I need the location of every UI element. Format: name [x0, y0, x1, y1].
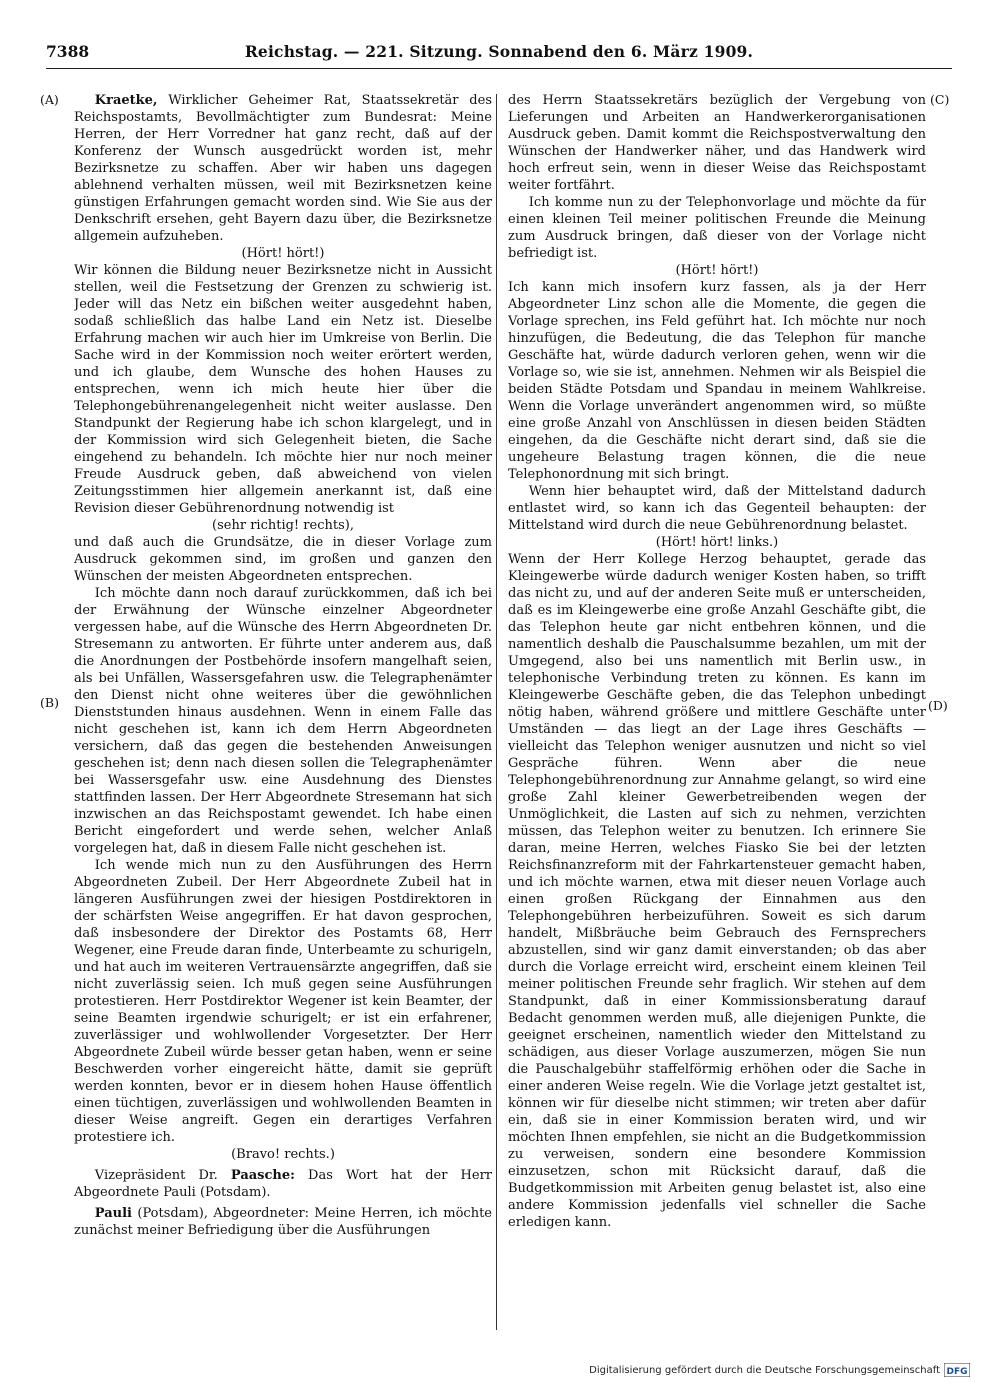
interjection: (Hört! hört! links.)	[655, 535, 779, 550]
dfg-logo-text: DFG	[946, 1367, 968, 1377]
paragraph: Ich möchte dann noch darauf zurückkommen, daß ich bei der Erwähnung der Wünsche einzelner Abgeordneter vergessen habe, auf die Wünsche des Herrn Abgeordneten Dr. Stresemann zu antworten. Er führte unter anderem aus, daß die Anordnungen der Postbehörde insofern mangelhaft seien, als bei Unfällen, Wassersgefahren usw. die Telegraphenämter den Dienst nicht ohne weiteres über die gewöhnlichen Dienststunden hinaus ausdehnen. Wenn in einem Falle das nicht geschehen ist, kann ich dem Herrn Abgeordneten versichern, daß das gegen die bestehenden Anweisungen geschehen ist; denn nach diesen sollen die Telegraphenämter bei Wassersgefahr usw. eine Ausdehnung des Dienstes stattfinden lassen. Der Herr Abgeordnete Stresemann hat sich inzwischen an das Reichspostamt gewendet. Ich habe einen Bericht eingefordert und werde sehen, welcher Anlaß vorgelegen hat, daß in diesem Falle nicht geschehen ist.	[74, 586, 492, 856]
speaker-prefix: Vizepräsident Dr.	[94, 1168, 218, 1183]
left-column	[74, 92, 492, 1332]
paragraph: Ich komme nun zu der Telephonvorlage und möchte da für einen kleinen Teil meiner politischen Freunde die Meinung zum Ausdruck bringen, daß dieser von der Vorlage nicht befriedigt ist.	[508, 195, 926, 261]
margin-marker-b: (B)	[40, 695, 59, 710]
speaker-name: Kraetke,	[94, 93, 158, 108]
running-title: Reichstag. — 221. Sitzung. Sonnabend den 6. März 1909.	[244, 42, 754, 61]
paragraph: Wir können die Bildung neuer Bezirksnetze nicht in Aussicht stellen, weil die Festsetzung der Grenzen zu schwierig ist. Jeder will das Netz ein bißchen weiter ausgedehnt haben, sodaß schließlich das halbe Land ein Netz ist. Dieselbe Erfahrung machen wir auch hier im Umkreise von Berlin. Die Sache wird in der Kommission noch weiter erörtert werden, und ich glaube, dem Wunsche des hohen Hauses zu entsprechen, wenn ich mich heute hier über die Telephongebührenangelegenheit nicht weiter auslasse. Den Standpunkt der Regierung habe ich schon klargelegt, und in der Kommission wird sich Gelegenheit bieten, die Sache eingehend zu behandeln. Ich möchte hier nur noch meiner Freude Ausdruck geben, daß abweichend von vielen Zeitungsstimmen hier allgemein anerkannt ist, daß eine Revision dieser Gebührenordnung notwendig ist	[74, 263, 492, 516]
margin-marker-d: (D)	[928, 698, 948, 713]
paragraph: des Herrn Staatssekretärs bezüglich der Vergebung von Lieferungen und Arbeiten an Handwerkerorganisationen Ausdruck geben. Damit kommt die Reichspostverwaltung den Wünschen der Handwerker näher, und das Handwerk wird hoch erfreut sein, wenn in dieser Weise das Reichspostamt weiter fortfährt.	[508, 93, 926, 193]
interjection: (Hört! hört!)	[675, 263, 759, 278]
column-divider	[496, 94, 497, 1330]
paragraph	[74, 1167, 492, 1201]
paragraph: Ich kann mich insofern kurz fassen, als ja der Herr Abgeordneter Linz schon alle die Momente, die gegen die Vorlage sprechen, ins Feld geführt hat. Ich möchte nur noch hinzufügen, die Bedeutung, die das Telephon für manche Geschäfte hat, würde dadurch verloren gehen, wenn wir die Vorlage so, wie sie ist, annehmen. Nehmen wir als Beispiel die beiden Städte Potsdam und Spandau in meinem Wahlkreise. Wenn die Vorlage unverändert angenommen wird, so müßte eine große Anzahl von Anschlüssen in diesen beiden Städten eingehen, da die Geschäfte nicht derart sind, daß sie die ungeheure Belastung tragen können, die die neue Telephonordnung mit sich bringt.	[508, 280, 926, 482]
paragraph: Ich wende mich nun zu den Ausführungen des Herrn Abgeordneten Zubeil. Der Herr Abgeordnete Zubeil hat in längeren Ausführungen zwei der hiesigen Postdirektoren in der schärfsten Weise angegriffen. Er hat davon gesprochen, daß insbesondere der Direktor des Postamts 68, Herr Wegener, eine Freude daran finde, Unterbeamte zu schurigeln, und hat auch im weiteren Vertrauensärzte angegriffen, daß sie nicht zuverlässig seien. Ich muß gegen seine Ausführungen protestieren. Herr Postdirektor Wegener ist kein Beamter, der seine Beamten irgendwie schurigelt; er ist ein erfahrener, zuverlässiger und wohlwollender Vorgesetzter. Der Herr Abgeordnete Zubeil würde besser getan haben, wenn er seine Beschwerden vorher eingereicht hätte, damit sie geprüft werden konnten, bevor er in diesem hohen Hause öffentlich einen tüchtigen, zuverlässigen und wohlwollenden Beamten in dieser Weise angreift. Gegen ein derartiges Verfahren protestiere ich.	[74, 858, 492, 1145]
header-rule	[46, 68, 952, 69]
margin-marker-c: (C)	[930, 92, 950, 107]
interjection: (Bravo! rechts.)	[231, 1147, 335, 1162]
page-header	[46, 40, 952, 66]
speaker-name: Paasche:	[230, 1168, 295, 1183]
paragraph-text: Wirklicher Geheimer Rat, Staatssekretär des Reichspostamts, Bevollmächtigter zum Bundesrat: Meine Herren, der Herr Vorredner hat ganz recht, daß auf der Konferenz der Wunsch ausgedrückt worden ist, mehr Bezirksnetze zu schaffen. Aber wir haben uns dagegen ablehnend verhalten müssen, weil mit Bezirksnetzen keine günstigen Erfahrungen gemacht worden sind. Wie Sie aus der Denkschrift ersehen, geht Bayern dazu über, die Bezirksnetze allgemein aufzuheben.	[74, 93, 492, 244]
margin-marker-a: (A)	[40, 92, 59, 107]
paragraph: und daß auch die Grundsätze, die in dieser Vorlage zum Ausdruck gekommen sind, im großen und ganzen den Wünschen der meisten Abgeordneten entsprechen.	[74, 535, 492, 584]
paragraph	[74, 1205, 492, 1239]
paragraph: Wenn hier behauptet wird, daß der Mittelstand dadurch entlastet wird, so kann ich das Gegenteil behaupten: der Mittelstand wird durch die neue Gebührenordnung belastet.	[508, 484, 926, 533]
paragraph	[74, 92, 492, 245]
dfg-logo-icon	[944, 1363, 970, 1377]
speaker-name: Pauli	[94, 1206, 132, 1221]
paragraph: Wenn der Herr Kollege Herzog behauptet, gerade das Kleingewerbe würde dadurch weniger Kosten haben, so trifft das nicht zu, und auf der anderen Seite muß er unterscheiden, daß es im Kleingewerbe eine große Anzahl Geschäfte gibt, die das Telephon heute gar nicht entbehren können, und die namentlich deshalb die Pauschalsumme bezahlen, um mit der Umgegend, also bei uns namentlich mit Berlin usw., in telephonische Verbindung treten zu können. Es kann im Kleingewerbe Geschäfte geben, die das Telephon unbedingt nötig haben, während größere und mittlere Geschäfte unter Umständen — das liegt an der Lage ihres Geschäfts — vielleicht das Telephon weniger ausnutzen und nicht so viel Gespräche führen. Wenn aber die neue Telephongebührenordnung zur Annahme gelangt, so wird eine große Zahl kleiner Gewerbetreibenden wegen der Unmöglichkeit, die Lasten auf sich zu nehmen, verzichten müssen, das Telephon weiter zu benutzen. Ich erinnere Sie daran, meine Herren, welches Fiasko Sie bei der letzten Reichsfinanzreform mit der Fahrkartensteuer gemacht haben, und ich möchte warnen, etwa mit dieser neuen Vorlage auch einen großen Rückgang der Einnahmen aus den Telephongebühren herbeizuführen. Soweit es sich darum handelt, Mißbräuche beim Gebrauch des Fernsprechers abzustellen, sind wir ganz damit einverstanden; ob das aber durch die Vorlage erreicht wird, erscheint einem kleinen Teil meiner politischen Freunde sehr fraglich. Wir stehen auf dem Standpunkt, daß in einer Kommissionsberatung darauf Bedacht genommen werden muß, alle diejenigen Punkte, die geeignet erscheinen, namentlich wieder den Mittelstand zu schädigen, aus dieser Vorlage auszumerzen, mögen Sie nun die Pauschalgebühr staffelförmig erhöhen oder die Sache in einer anderen Weise regeln. Wie die Vorlage jetzt gestaltet ist, können wir für dieselbe nicht stimmen; wir treten aber dafür ein, daß sie in einer Kommission beraten wird, und wir möchten Ihnen empfehlen, sie nicht an die Budgetkommission zu verweisen, sondern eine besondere Kommission einzusetzen, schon mit Rücksicht darauf, daß die Budgetkommission mit Arbeiten genug belastet ist, also eine andere Kommission jedenfalls viel schneller die Sache erledigen kann.	[508, 552, 926, 1230]
footer-credit: Digitalisierung gefördert durch die Deutsche Forschungsgemeinschaft	[589, 1365, 940, 1376]
interjection: (Hört! hört!)	[241, 246, 325, 261]
paragraph-text: (Potsdam), Abgeordneter: Meine Herren, ich möchte zunächst meiner Befriedigung über die Ausführungen	[74, 1206, 492, 1238]
interjection: (sehr richtig! rechts),	[212, 518, 354, 533]
right-column	[508, 92, 926, 1332]
paragraph-text: Das Wort hat der Herr Abgeordnete Pauli (Potsdam).	[74, 1168, 492, 1200]
page-number: 7388	[46, 42, 90, 61]
